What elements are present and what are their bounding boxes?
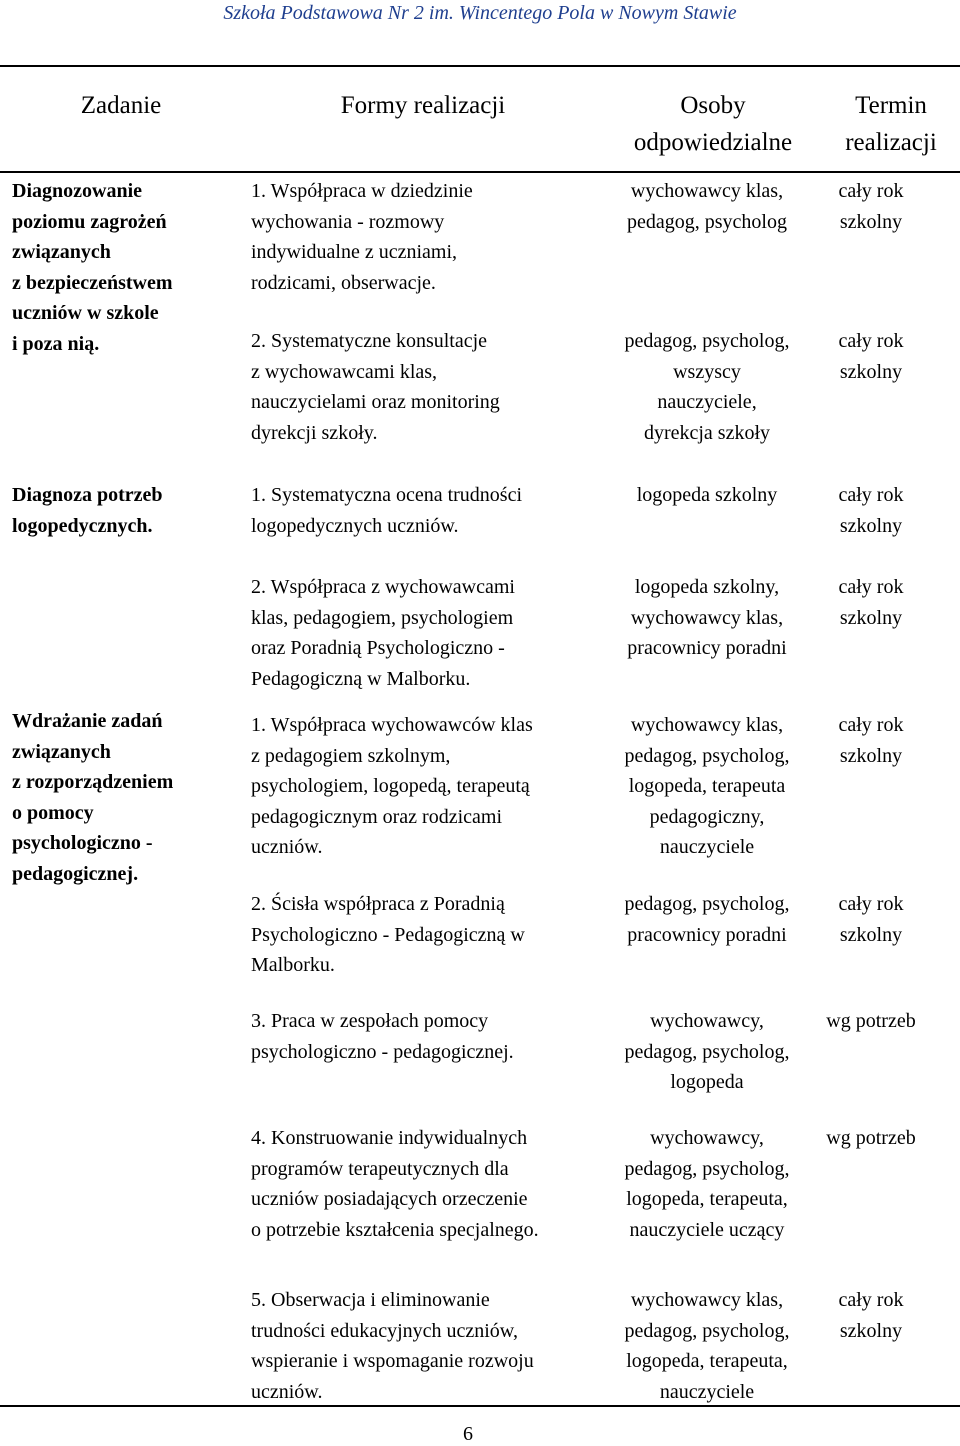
form-line: psychologiczno - pedagogicznej. <box>251 1040 514 1063</box>
task-line: Diagnoza potrzeb <box>12 484 163 506</box>
people-line: logopeda, terapeuta, <box>626 1350 788 1372</box>
form-line: 2. Systematyczne konsultacje <box>251 330 488 352</box>
task-line: poziomu zagrożeń <box>12 210 167 233</box>
column-header-formy: Formy realizacji <box>340 92 506 119</box>
form-line: rodzicami, obserwacje. <box>251 271 436 294</box>
running-header: Szkoła Podstawowa Nr 2 im. Wincentego Pola w Nowym Stawie <box>223 2 737 24</box>
people-line: nauczyciele <box>659 1380 755 1403</box>
form-line: 3. Praca w zespołach pomocy <box>251 1010 489 1032</box>
term-line: szkolny <box>839 606 903 629</box>
form-line: uczniów. <box>251 1380 323 1403</box>
form-line: 4. Konstruowanie indywidualnych <box>251 1127 528 1149</box>
form-line: 5. Obserwacja i eliminowanie <box>251 1289 490 1311</box>
form-line: uczniów. <box>251 836 323 858</box>
form-line: 1. Współpraca wychowawców klas <box>251 714 533 736</box>
people-line: nauczyciele uczący <box>629 1218 785 1241</box>
people-line: wychowawcy klas, <box>630 180 784 202</box>
people-line: wychowawcy klas, <box>630 606 784 629</box>
people-line: pedagog, psycholog, <box>624 1040 790 1063</box>
people-line: pracownicy poradni <box>627 923 787 946</box>
people-line: wszyscy <box>673 360 741 383</box>
task-line: Diagnozowanie <box>12 180 142 202</box>
people-line: logopeda, terapeuta, <box>626 1188 788 1210</box>
people-line: pedagog, psycholog <box>627 210 787 233</box>
people-line: logopeda szkolny <box>636 484 778 506</box>
form-line: z wychowawcami klas, <box>251 360 438 383</box>
task-line: psychologiczno - <box>12 832 153 854</box>
people-line: nauczyciele, <box>657 391 757 413</box>
term-line: szkolny <box>839 1319 903 1342</box>
people-line: logopeda szkolny, <box>634 576 780 598</box>
people-line: pracownicy poradni <box>627 637 787 659</box>
people-line: pedagogiczny, <box>649 805 765 828</box>
task-line: uczniów w szkole <box>12 302 159 324</box>
task-line: logopedycznych. <box>12 514 153 537</box>
form-line: programów terapeutycznych dla <box>251 1157 509 1180</box>
form-line: logopedycznych uczniów. <box>251 514 459 537</box>
column-header-osoby: odpowiedzialne <box>633 129 793 156</box>
task-line: z rozporządzeniem <box>12 771 174 793</box>
form-line: Pedagogiczną w Malborku. <box>251 667 471 690</box>
people-line: pedagog, psycholog, <box>624 744 790 767</box>
people-line: logopeda, terapeuta <box>628 775 786 797</box>
column-header-termin: realizacji <box>845 129 937 156</box>
task-line: pedagogicznej. <box>12 862 139 885</box>
term-line: szkolny <box>839 923 903 946</box>
form-line: 1. Systematyczna ocena trudności <box>251 484 523 506</box>
people-line: wychowawcy, <box>650 1010 764 1032</box>
term-line: cały rok <box>838 893 904 915</box>
people-line: nauczyciele <box>659 836 755 858</box>
column-header-zadanie: Zadanie <box>80 92 162 119</box>
term-line: cały rok <box>838 484 904 506</box>
header-bottom-border <box>0 171 960 173</box>
form-line: psychologiem, logopedą, terapeutą <box>251 775 530 797</box>
form-line: klas, pedagogiem, psychologiem <box>251 606 514 629</box>
form-line: pedagogicznym oraz rodzicami <box>251 805 502 828</box>
form-line: o potrzebie kształcenia specjalnego. <box>251 1218 539 1241</box>
form-line: oraz Poradnią Psychologiczno - <box>251 637 505 659</box>
task-line: związanych <box>12 740 111 763</box>
form-line: trudności edukacyjnych uczniów, <box>251 1319 518 1342</box>
task-line: i poza nią. <box>12 332 100 355</box>
page-number: 6 <box>463 1423 473 1445</box>
task-line: z bezpieczeństwem <box>12 271 173 294</box>
term-line: wg potrzeb <box>826 1010 916 1032</box>
people-line: pedagog, psycholog, <box>624 330 790 352</box>
form-line: uczniów posiadających orzeczenie <box>251 1188 528 1210</box>
term-line: cały rok <box>838 330 904 352</box>
people-line: pedagog, psycholog, <box>624 1319 790 1342</box>
people-line: wychowawcy klas, <box>630 1289 784 1311</box>
task-line: o pomocy <box>12 801 94 824</box>
form-line: 2. Współpraca z wychowawcami <box>251 576 515 598</box>
form-line: 1. Współpraca w dziedzinie <box>251 180 473 202</box>
form-line: 2. Ścisła współpraca z Poradnią <box>251 893 505 915</box>
form-line: z pedagogiem szkolnym, <box>251 744 451 767</box>
column-header-osoby: Osoby <box>680 92 746 119</box>
form-line: Malborku. <box>251 954 335 976</box>
term-line: cały rok <box>838 1289 904 1311</box>
term-line: szkolny <box>839 360 903 383</box>
term-line: cały rok <box>838 180 904 202</box>
task-line: Wdrażanie zadań <box>12 710 163 732</box>
people-line: dyrekcja szkoły <box>643 421 771 444</box>
form-line: Psychologiczno - Pedagogiczną w <box>251 923 525 946</box>
people-line: wychowawcy klas, <box>630 714 784 736</box>
term-line: szkolny <box>839 744 903 767</box>
column-header-termin: Termin <box>855 92 927 119</box>
term-line: szkolny <box>839 514 903 537</box>
form-line: nauczycielami oraz monitoring <box>251 391 500 413</box>
task-line: związanych <box>12 241 111 263</box>
people-line: pedagog, psycholog, <box>624 1157 790 1180</box>
form-line: wspieranie i wspomaganie rozwoju <box>251 1350 534 1372</box>
form-line: wychowania - rozmowy <box>251 210 445 233</box>
term-line: wg potrzeb <box>826 1127 916 1149</box>
table-top-border <box>0 65 960 67</box>
term-line: cały rok <box>838 576 904 598</box>
term-line: szkolny <box>839 210 903 233</box>
term-line: cały rok <box>838 714 904 736</box>
form-line: indywidualne z uczniami, <box>251 241 458 263</box>
people-line: logopeda <box>670 1071 744 1093</box>
form-line: dyrekcji szkoły. <box>251 421 378 444</box>
people-line: wychowawcy, <box>650 1127 764 1149</box>
people-line: pedagog, psycholog, <box>624 893 790 915</box>
